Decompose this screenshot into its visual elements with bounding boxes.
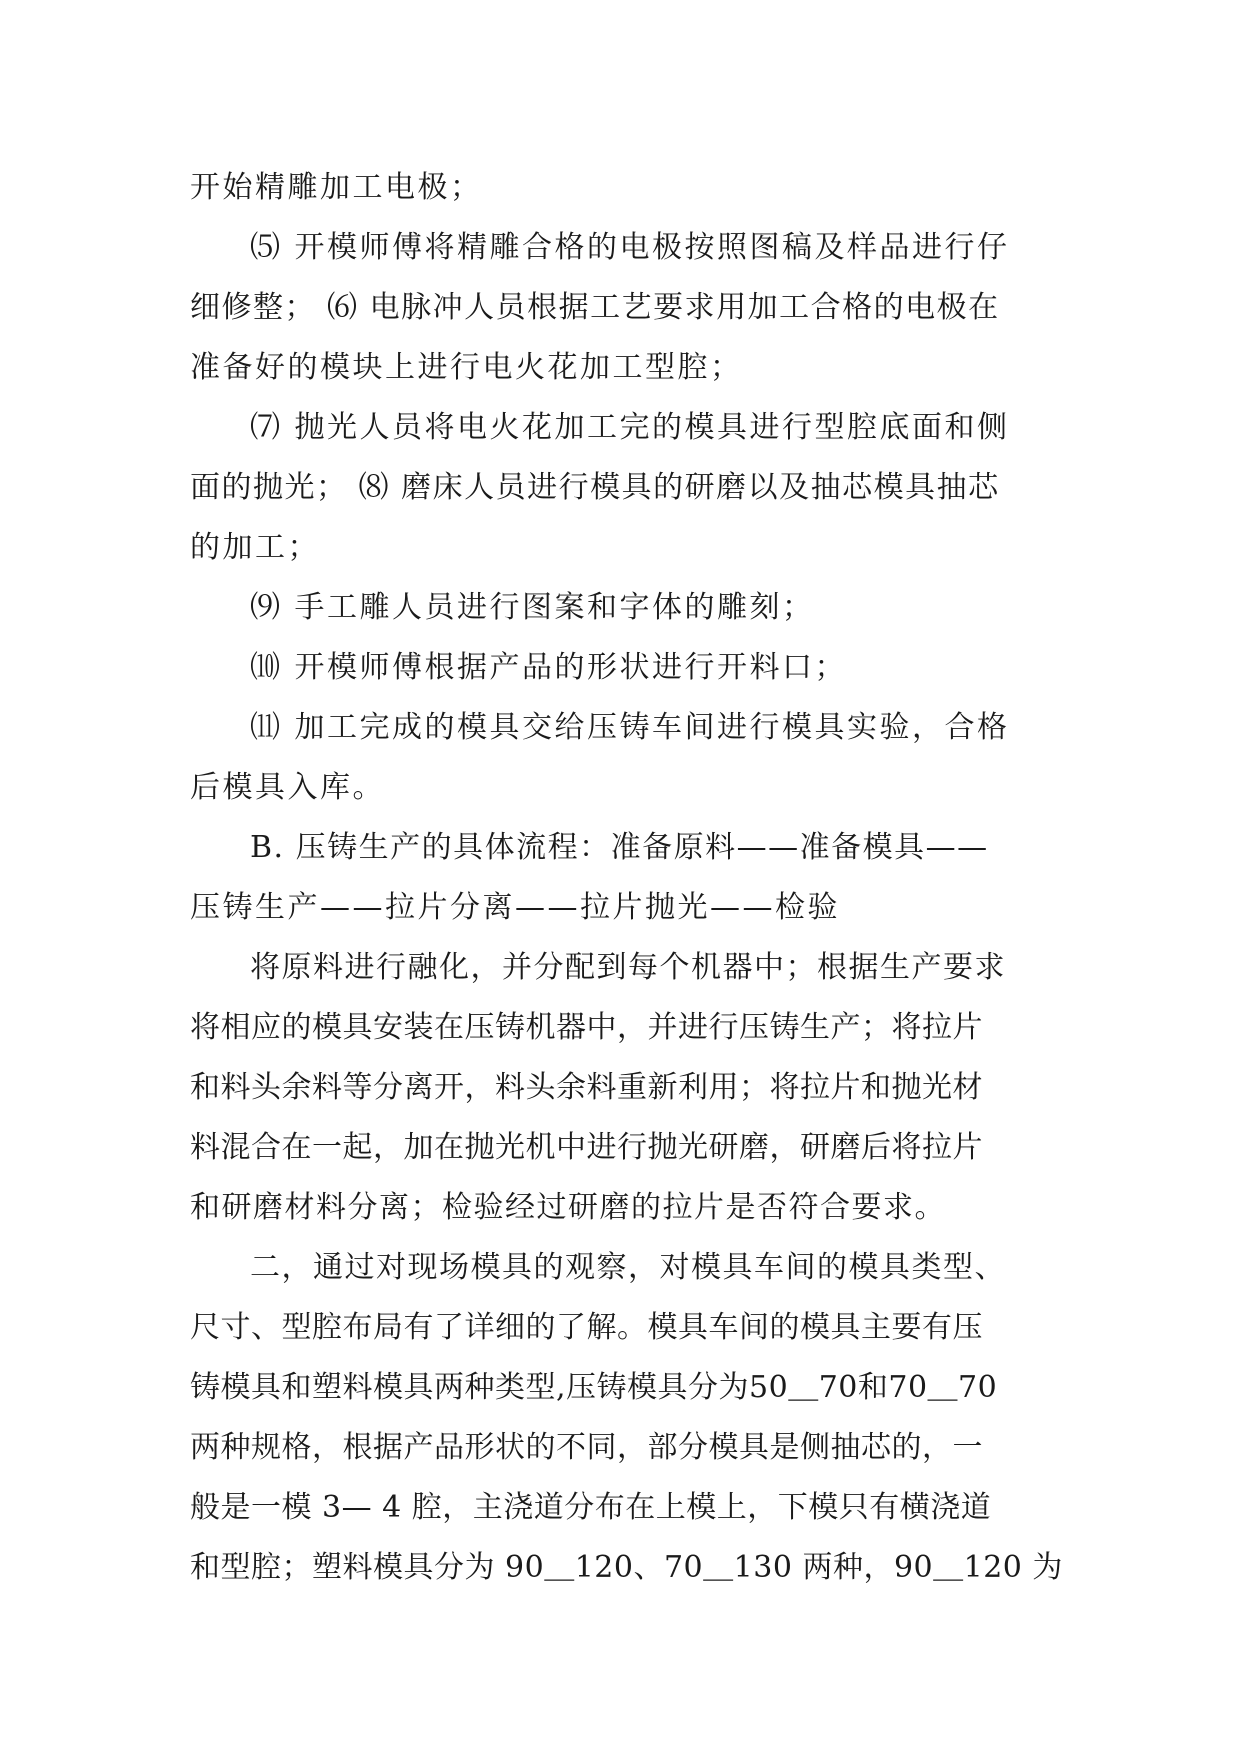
document-page: [190, 158, 1063, 1598]
text-line: 压铸生产——拉片分离——拉片抛光——检验: [190, 890, 840, 925]
text-line: 细修整； ⑹ 电脉冲人员根据工艺要求用加工合格的电极在: [190, 290, 1000, 325]
text-line: 后模具入库。: [190, 770, 385, 805]
text-line: 将相应的模具安装在压铸机器中，并进行压铸生产；将拉片: [190, 1010, 983, 1045]
text-line: 准备好的模块上进行电火花加工型腔；: [190, 350, 743, 385]
text-line: ⑽ 开模师傅根据产品的形状进行开料口；: [250, 650, 848, 685]
text-line: 开始精雕加工电极；: [190, 170, 483, 205]
text-line: ⑸ 开模师傅将精雕合格的电极按照图稿及样品进行仔: [250, 230, 1010, 265]
text-line: 将原料进行融化，并分配到每个机器中；根据生产要求: [250, 950, 1006, 985]
text-line: ⑼ 手工雕人员进行图案和字体的雕刻；: [250, 590, 815, 625]
text-line: 面的抛光； ⑻ 磨床人员进行模具的研磨以及抽芯模具抽芯: [190, 470, 1000, 505]
text-line: 铸模具和塑料模具两种类型,压铸模具分为50＿70和70＿70: [190, 1370, 998, 1405]
text-line: 和料头余料等分离开，料头余料重新利用；将拉片和抛光材: [190, 1070, 983, 1105]
text-line: 的加工；: [190, 530, 320, 565]
text-line: 料混合在一起，加在抛光机中进行抛光研磨，研磨后将拉片: [190, 1130, 983, 1165]
text-line: ⑾ 加工完成的模具交给压铸车间进行模具实验，合格: [250, 710, 1010, 745]
text-line: 般是一模 3— 4 腔，主浇道分布在上模上，下模只有横浇道: [190, 1490, 992, 1525]
text-line: B. 压铸生产的具体流程：准备原料——准备模具——: [250, 830, 989, 865]
text-line: 两种规格，根据产品形状的不同，部分模具是侧抽芯的，一: [190, 1430, 983, 1465]
text-line: 和型腔；塑料模具分为 90＿120、70＿130 两种，90＿120 为: [190, 1550, 1063, 1585]
text-line: 二，通过对现场模具的观察，对模具车间的模具类型、: [250, 1250, 1006, 1285]
text-line: 和研磨材料分离；检验经过研磨的拉片是否符合要求。: [190, 1190, 946, 1225]
text-line: 尺寸、型腔布局有了详细的了解。模具车间的模具主要有压: [190, 1310, 983, 1345]
text-line: ⑺ 抛光人员将电火花加工完的模具进行型腔底面和侧: [250, 410, 1010, 445]
